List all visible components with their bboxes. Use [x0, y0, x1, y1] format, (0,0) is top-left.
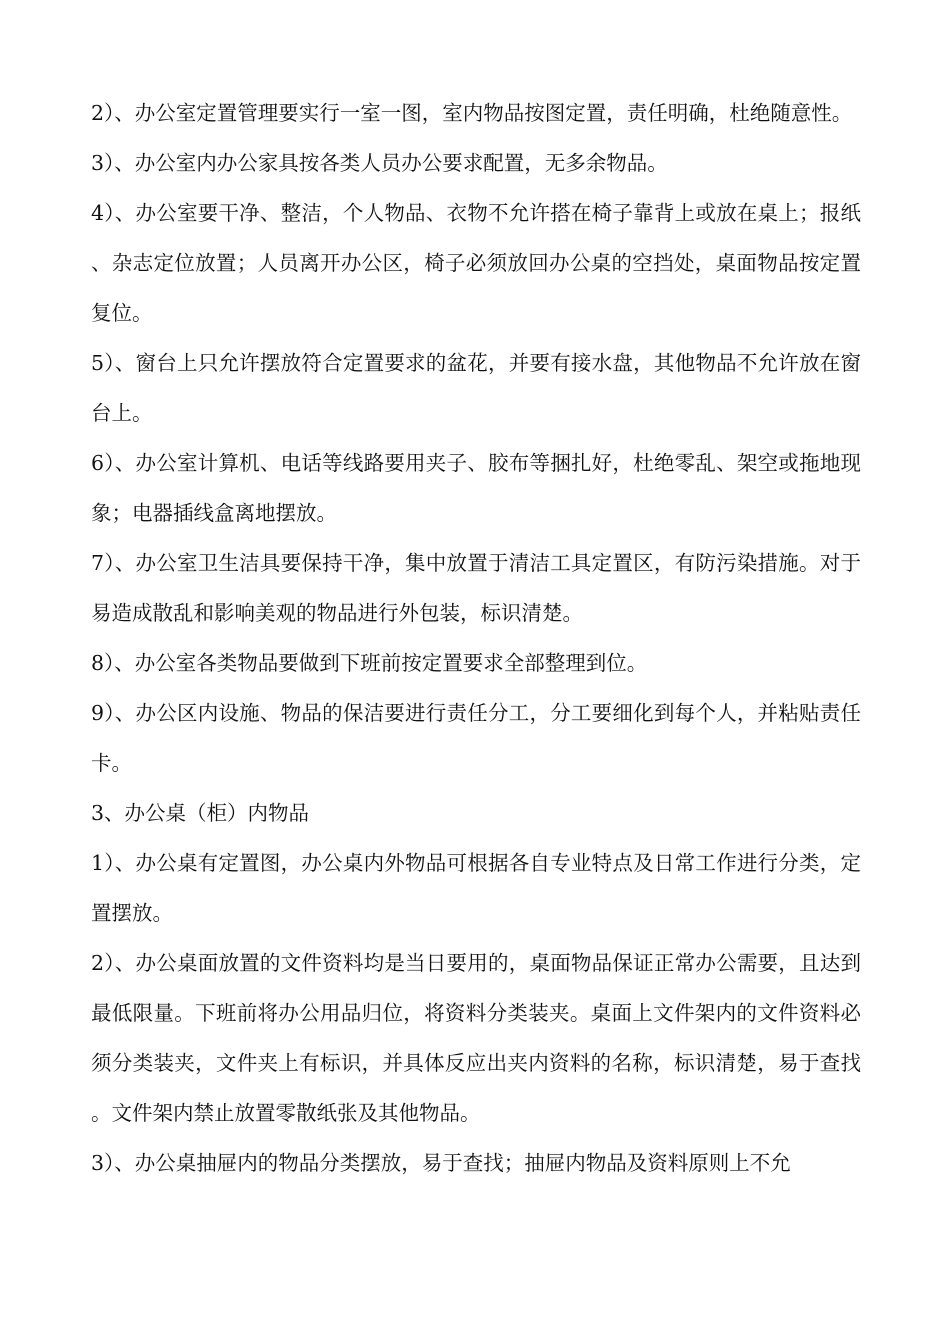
- paragraph-cleaning-tools: 7）、办公室卫生洁具要保持干净，集中放置于清洁工具定置区，有防污染措施。对于易造成散乱和影响美观的物品进行外包装，标识清楚。: [91, 551, 861, 625]
- paragraph-desk-layout-chart: 1）、办公桌有定置图，办公桌内外物品可根据各自专业特点及日常工作进行分类，定置摆放。: [91, 851, 861, 925]
- paragraph-cables: 6）、办公室计算机、电话等线路要用夹子、胶布等捆扎好，杜绝零乱、架空或拖地现象；电器插线盒离地摆放。: [91, 451, 861, 525]
- paragraph-desk-drawers: 3）、办公桌抽屉内的物品分类摆放，易于查找；抽屉内物品及资料原则上不允: [91, 1151, 791, 1175]
- paragraph-desk-surface: 2）、办公桌面放置的文件资料均是当日要用的，桌面物品保证正常办公需要，且达到最低限量。下班前将办公用品归位，将资料分类装夹。桌面上文件架内的文件资料必须分类装夹，文件夹上有标识，并具体反应出夹内资料的名称，标识清楚，易于查找。文件架内禁止放置零散纸张及其他物品。: [91, 951, 861, 1125]
- paragraph-office-layout-chart: 2）、办公室定置管理要实行一室一图，室内物品按图定置，责任明确，杜绝随意性。: [91, 101, 853, 125]
- paragraph-windowsill: 5）、窗台上只允许摆放符合定置要求的盆花，并要有接水盘，其他物品不允许放在窗台上。: [91, 351, 861, 425]
- paragraph-office-cleanliness: 4）、办公室要干净、整洁，个人物品、衣物不允许搭在椅子靠背上或放在桌上；报纸、杂志定位放置；人员离开办公区，椅子必须放回办公桌的空挡处，桌面物品按定置复位。: [91, 201, 861, 325]
- paragraph-office-furniture: 3）、办公室内办公家具按各类人员办公要求配置，无多余物品。: [91, 151, 668, 175]
- document-body: [91, 88, 861, 1188]
- paragraph-end-of-day-tidy: 8）、办公室各类物品要做到下班前按定置要求全部整理到位。: [91, 651, 648, 675]
- section-heading-desk-items: 3、办公桌（柜）内物品: [91, 801, 310, 825]
- paragraph-responsibility: 9）、办公区内设施、物品的保洁要进行责任分工，分工要细化到每个人，并粘贴责任卡。: [91, 701, 861, 775]
